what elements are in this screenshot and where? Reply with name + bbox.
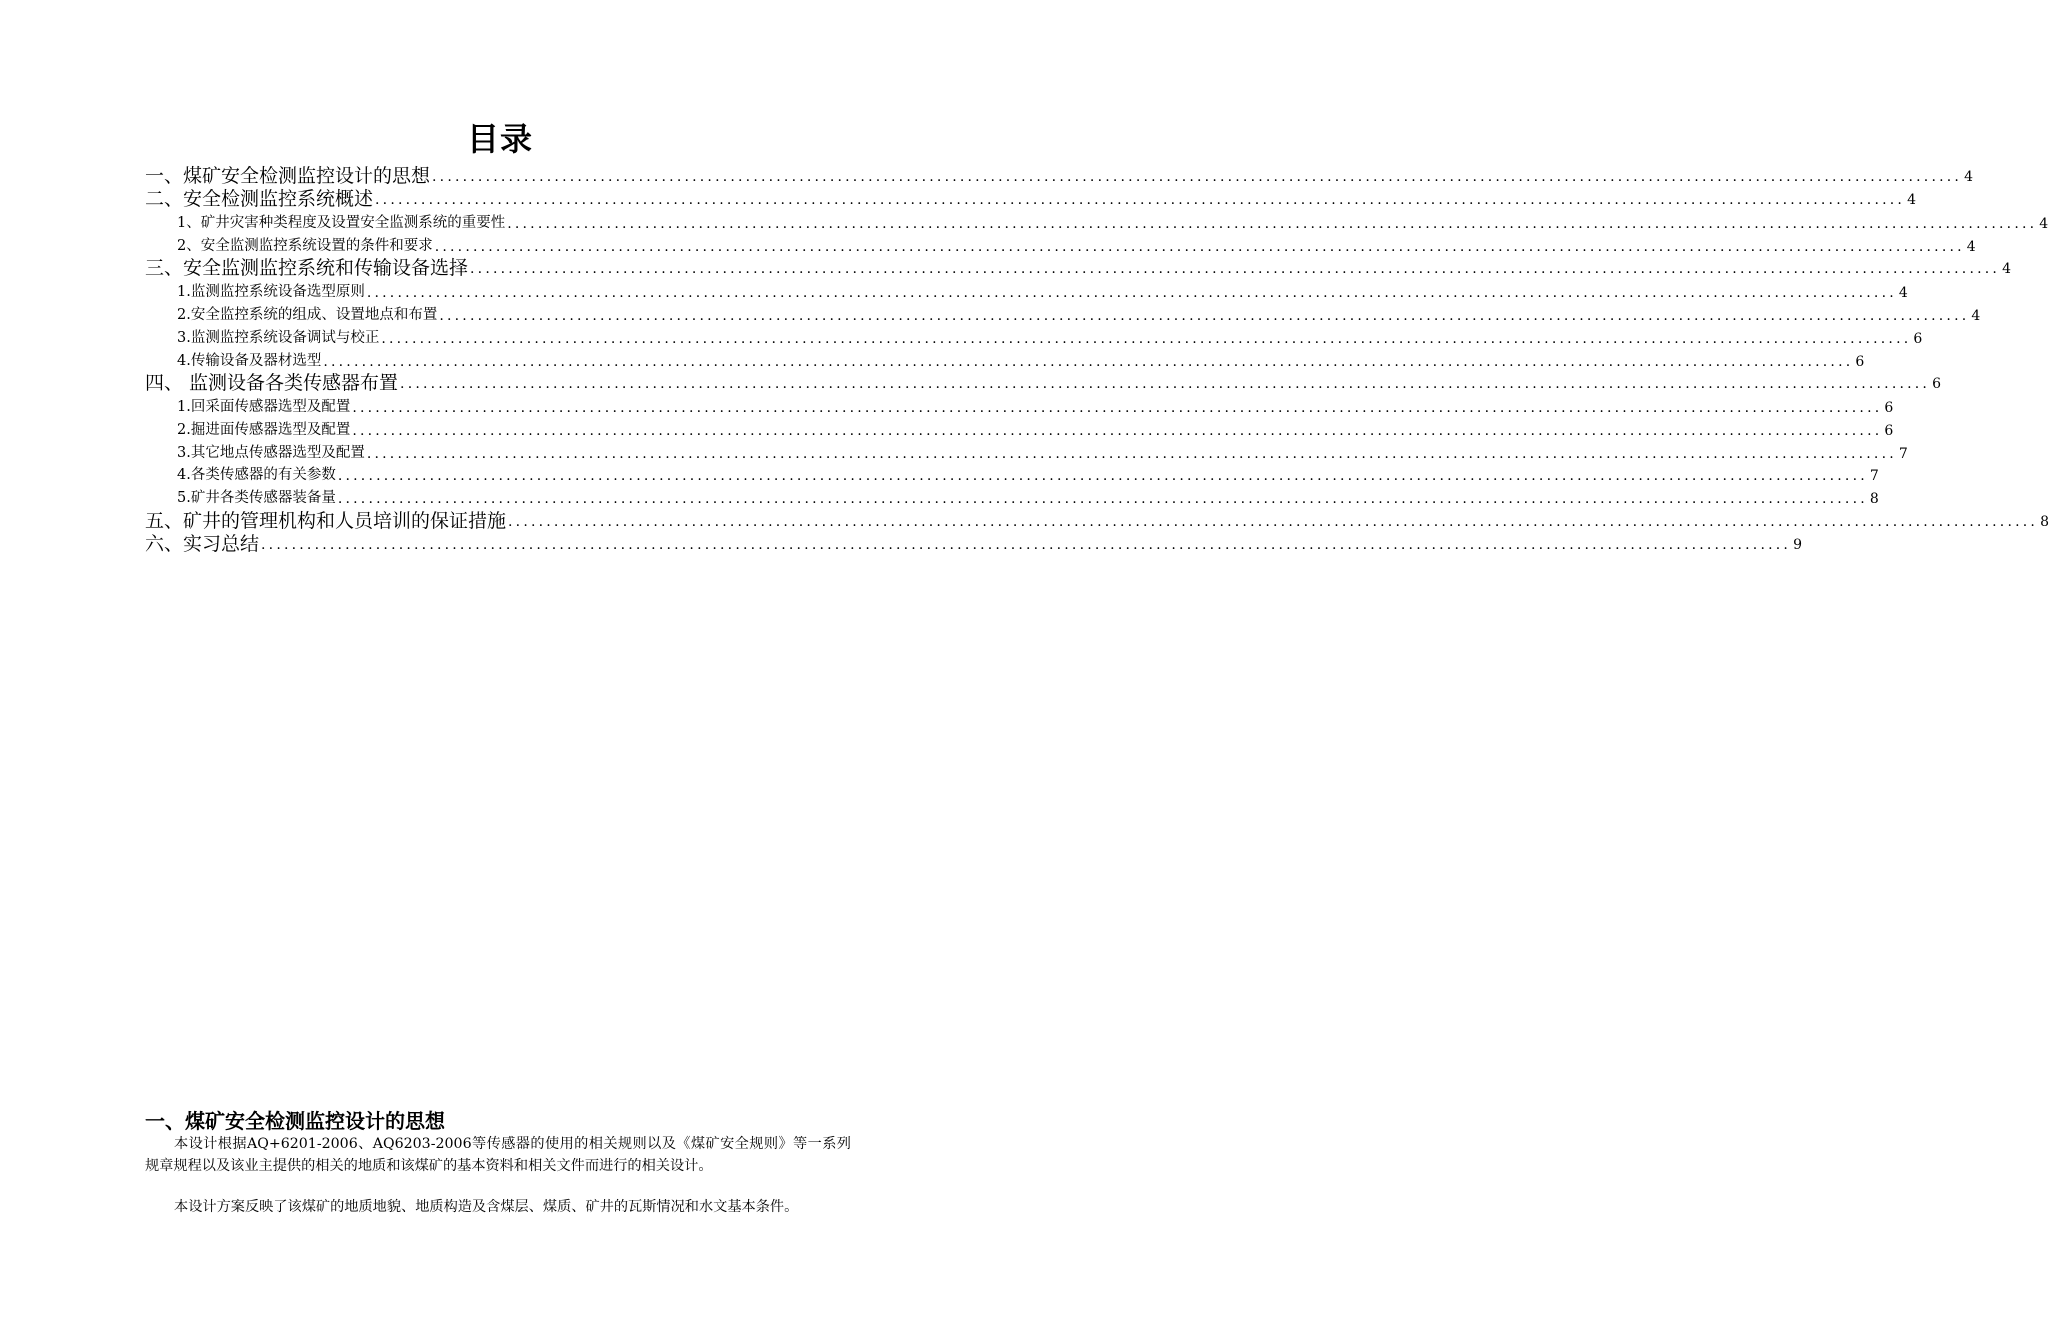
table-of-contents	[145, 164, 2049, 556]
toc-page-number: 6	[1884, 422, 1894, 439]
toc-page-number: 7	[1869, 468, 1879, 485]
toc-page-number: 4	[2039, 215, 2049, 232]
toc-entry-label: 2.掘进面传感器选型及配置	[177, 421, 351, 438]
toc-entry[interactable]	[145, 303, 1981, 326]
toc-entry-label: 五、矿井的管理机构和人员培训的保证措施	[145, 509, 507, 532]
toc-entry[interactable]	[145, 533, 1802, 557]
toc-entry[interactable]	[145, 257, 2011, 281]
toc-entry-label: 2.安全监控系统的组成、设置地点和布置	[177, 306, 438, 323]
toc-entry[interactable]	[145, 464, 1879, 487]
toc-page-number: 8	[2040, 513, 2049, 530]
toc-page-number: 8	[1869, 491, 1879, 508]
toc-entry[interactable]	[145, 509, 2049, 533]
toc-entry[interactable]	[145, 441, 1908, 464]
toc-leader-dots: ........................................................................................................................................................................................................	[381, 330, 1912, 347]
toc-entry[interactable]	[145, 164, 1973, 188]
toc-page-number: 4	[1971, 307, 1981, 324]
toc-entry[interactable]	[145, 418, 1894, 441]
toc-entry-label: 2、安全监测监控系统设置的条件和要求	[177, 237, 433, 254]
toc-page-number: 6	[1855, 353, 1865, 370]
toc-page-number: 6	[1884, 399, 1894, 416]
toc-entry-label: 5.矿井各类传感器装备量	[177, 490, 336, 507]
toc-entry-label: 六、实习总结	[145, 533, 260, 556]
toc-entry[interactable]	[145, 349, 1865, 372]
toc-leader-dots: ........................................................................................................................................................................................................	[434, 238, 1965, 255]
toc-page-number: 7	[1898, 445, 1908, 462]
toc-page-number: 4	[1966, 238, 1976, 255]
toc-entry[interactable]	[145, 486, 1879, 509]
toc-leader-dots: ........................................................................................................................................................................................................	[352, 399, 1883, 416]
body-paragraph: 本设计根据AQ+6201-2006、AQ6203-2006等传感器的使用的相关规则以及《煤矿安全规则》等一系列规章规程以及该业主提供的相关的地质和该煤矿的基本资料和相关文件而进行的相关设计。	[145, 1136, 851, 1174]
body-paragraph: 本设计方案反映了该煤矿的地质地貌、地质构造及含煤层、煤质、矿井的瓦斯情况和水文基本条件。	[174, 1199, 799, 1215]
toc-leader-dots: ........................................................................................................................................................................................................	[366, 285, 1897, 302]
toc-leader-dots: ........................................................................................................................................................................................................	[439, 307, 1970, 324]
toc-entry-label: 1、矿井灾害种类程度及设置安全监测系统的重要性	[177, 214, 506, 231]
toc-page-number: 4	[1898, 285, 1908, 302]
toc-entry[interactable]	[145, 280, 1908, 303]
toc-entry-label: 1.回采面传感器选型及配置	[177, 398, 351, 415]
toc-page-number: 9	[1793, 537, 1802, 554]
toc-entry-label: 四、 监测设备各类传感器布置	[145, 372, 399, 395]
toc-entry-label: 4.各类传感器的有关参数	[177, 467, 336, 484]
toc-leader-dots: ........................................................................................................................................................................................................	[507, 215, 2038, 232]
toc-leader-dots: ........................................................................................................................................................................................................	[337, 491, 1868, 508]
toc-entry[interactable]	[145, 326, 1923, 349]
toc-leader-dots: ........................................................................................................................................................................................................	[470, 261, 2001, 278]
toc-leader-dots: ........................................................................................................................................................................................................	[400, 376, 1931, 393]
toc-leader-dots: ........................................................................................................................................................................................................	[508, 513, 2039, 530]
toc-entry-label: 一、煤矿安全检测监控设计的思想	[145, 164, 431, 187]
toc-page-number: 4	[2002, 261, 2011, 278]
section-heading: 一、煤矿安全检测监控设计的思想	[145, 1109, 445, 1133]
toc-entry[interactable]	[145, 211, 2049, 234]
toc-leader-dots: ........................................................................................................................................................................................................	[375, 192, 1906, 209]
toc-leader-dots: ........................................................................................................................................................................................................	[337, 468, 1868, 485]
toc-leader-dots: ........................................................................................................................................................................................................	[432, 168, 1963, 185]
toc-entry[interactable]	[145, 372, 1942, 396]
toc-leader-dots: ........................................................................................................................................................................................................	[323, 353, 1854, 370]
toc-entry[interactable]	[145, 234, 1976, 257]
toc-entry-label: 1.监测监控系统设备选型原则	[177, 284, 365, 301]
toc-entry[interactable]	[145, 188, 1916, 212]
toc-entry-label: 3.监测监控系统设备调试与校正	[177, 329, 380, 346]
toc-leader-dots: ........................................................................................................................................................................................................	[366, 445, 1897, 462]
toc-page-number: 4	[1964, 168, 1973, 185]
toc-page-number: 6	[1913, 330, 1923, 347]
toc-entry-label: 3.其它地点传感器选型及配置	[177, 444, 365, 461]
toc-title: 目录	[466, 120, 533, 158]
toc-entry[interactable]	[145, 395, 1894, 418]
toc-leader-dots: ........................................................................................................................................................................................................	[352, 422, 1883, 439]
toc-page-number: 6	[1932, 376, 1942, 393]
toc-page-number: 4	[1907, 192, 1916, 209]
toc-entry-label: 4.传输设备及器材选型	[177, 352, 322, 369]
toc-leader-dots: ........................................................................................................................................................................................................	[261, 537, 1792, 554]
toc-entry-label: 三、安全监测监控系统和传输设备选择	[145, 257, 469, 280]
toc-entry-label: 二、安全检测监控系统概述	[145, 188, 374, 211]
